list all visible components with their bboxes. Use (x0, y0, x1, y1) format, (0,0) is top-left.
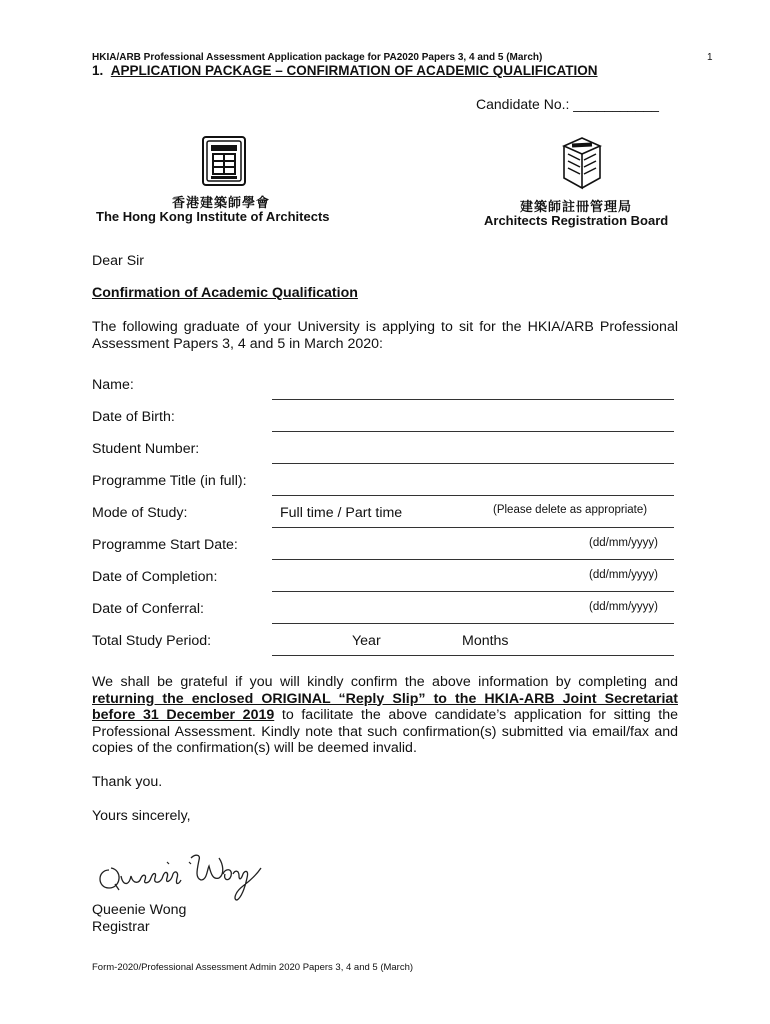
salutation: Dear Sir (92, 253, 145, 269)
section-number: 1. (92, 63, 104, 78)
total-period-line (272, 655, 674, 656)
conferral-date-line (272, 623, 674, 624)
total-period-label: Total Study Period: (92, 633, 212, 649)
closing-text-2: to facilitate the above candidate’s application for sitting the Professional Assessment. Kindly note that such confirmation(s) submitted via email/fax and copies of the confirmation(s) will be deemed invalid. (92, 707, 678, 756)
conferral-date-label: Date of Conferral: (92, 601, 204, 617)
student-number-line (272, 463, 674, 464)
section-title (92, 63, 598, 78)
dob-line (272, 431, 674, 432)
programme-title-label: Programme Title (in full): (92, 473, 247, 489)
running-header: HKIA/ARB Professional Assessment Application package for PA2020 Papers 3, 4 and 5 (March) (92, 52, 543, 63)
arb-logo-icon (558, 136, 606, 195)
mode-line (272, 527, 674, 528)
name-label: Name: (92, 377, 134, 393)
page-number: 1 (707, 52, 713, 63)
arb-name-cn: 建築師註冊管理局 (520, 200, 633, 215)
start-date-label: Programme Start Date: (92, 537, 238, 553)
completion-date-hint: (dd/mm/yyyy) (589, 569, 658, 581)
year-label: Year (352, 633, 381, 649)
hkia-logo-icon (200, 135, 248, 192)
student-number-label: Student Number: (92, 441, 200, 457)
hkia-name-cn: 香港建築師學會 (172, 196, 271, 211)
conferral-date-hint: (dd/mm/yyyy) (589, 601, 658, 613)
completion-date-line (272, 591, 674, 592)
mode-of-study-label: Mode of Study: (92, 505, 188, 521)
months-label: Months (462, 633, 509, 649)
programme-title-line (272, 495, 674, 496)
sign-off: Yours sincerely, (92, 808, 191, 824)
signatory-title: Registrar (92, 919, 150, 935)
start-date-line (272, 559, 674, 560)
handwritten-signature (95, 840, 270, 907)
candidate-number-field: Candidate No.: ___________ (476, 96, 659, 112)
dob-label: Date of Birth: (92, 409, 175, 425)
intro-paragraph: The following graduate of your University is applying to sit for the HKIA/ARB Professional Assessment Papers 3, 4 and 5 in March 2020: (92, 319, 678, 352)
closing-paragraph (92, 674, 678, 757)
page-footer: Form-2020/Professional Assessment Admin 2020 Papers 3, 4 and 5 (March) (92, 962, 414, 973)
arb-name-en: Architects Registration Board (484, 213, 669, 228)
start-date-hint: (dd/mm/yyyy) (589, 537, 658, 549)
completion-date-label: Date of Completion: (92, 569, 218, 585)
closing-emphasis: returning the enclosed ORIGINAL “Reply Slip” to the HKIA-ARB Joint Secretariat before 31 December 2019 (92, 690, 678, 723)
signatory-name: Queenie Wong (92, 902, 187, 918)
closing-text-1: We shall be grateful if you will kindly confirm the above information by completing and (92, 674, 678, 690)
mode-options: Full time / Part time (280, 505, 403, 521)
mode-hint: (Please delete as appropriate) (493, 504, 648, 516)
hkia-name-en: The Hong Kong Institute of Architects (96, 209, 330, 224)
name-line (272, 399, 674, 400)
thanks: Thank you. (92, 774, 163, 790)
letter-subject: Confirmation of Academic Qualification (92, 285, 358, 301)
section-title-text: APPLICATION PACKAGE – CONFIRMATION OF ACADEMIC QUALIFICATION (110, 63, 598, 78)
